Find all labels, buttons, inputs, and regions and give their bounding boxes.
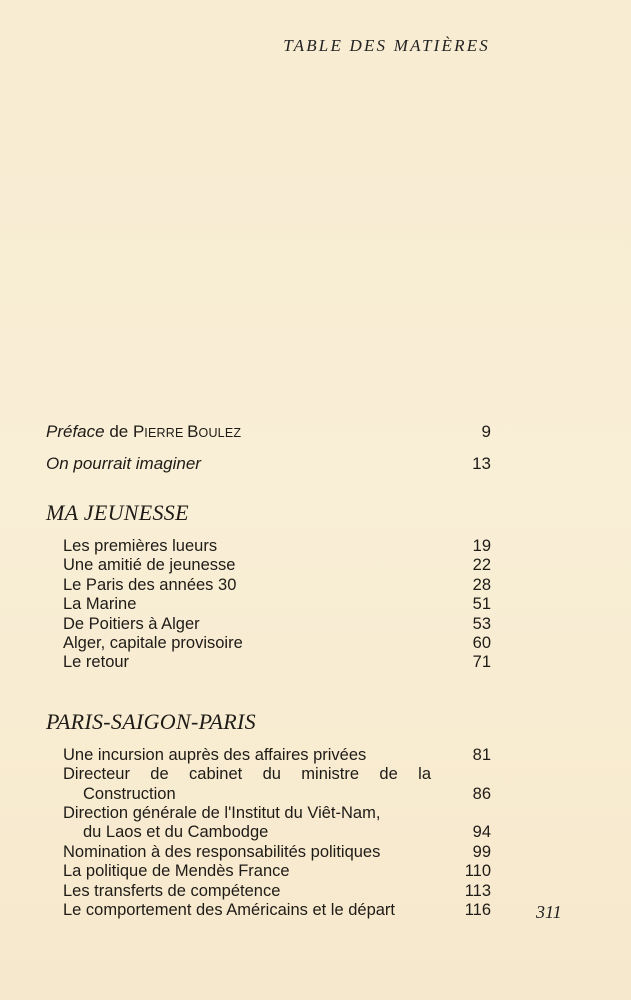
page-number: 110 <box>464 862 491 881</box>
toc-entry-title: On pourrait imaginer <box>46 454 201 473</box>
toc-entry <box>63 882 491 901</box>
author-name-part: OULEZ <box>198 426 242 440</box>
section-entries <box>63 746 491 921</box>
toc-entry <box>63 901 491 920</box>
toc-entry-title: Direction générale de l'Institut du Viêt-Nam, <box>63 804 381 823</box>
page-number: 113 <box>464 881 491 900</box>
toc-entry-title: Une incursion auprès des affaires privées <box>63 745 367 764</box>
author-initial: B <box>187 422 199 441</box>
toc-entry-title: Nomination à des responsabilités politiques <box>63 842 381 861</box>
toc-entry <box>63 843 491 862</box>
page-number: 9 <box>481 422 491 441</box>
toc-entry-preface <box>46 420 491 444</box>
toc-entry <box>63 862 491 881</box>
author-initial: P <box>132 422 145 441</box>
page-number: 28 <box>472 575 491 594</box>
page-number: 22 <box>472 556 491 575</box>
toc-entry <box>63 556 491 575</box>
section-title: PARIS-SAIGON-PARIS <box>46 708 256 734</box>
page-number: 53 <box>472 614 491 633</box>
toc-entry-title-continuation: Construction <box>83 784 176 803</box>
toc-entry-title: Une amitié de jeunesse <box>63 556 236 575</box>
page-number: 99 <box>472 842 491 861</box>
author-name-part: IERRE <box>144 426 188 440</box>
folio-page-number: 311 <box>536 902 562 922</box>
toc-entry-intro <box>46 452 491 476</box>
toc-entry-title: De Poitiers à Alger <box>63 614 200 633</box>
toc-entry <box>63 615 491 634</box>
toc-entry <box>63 576 491 595</box>
toc-entry-title: Préface <box>46 422 105 441</box>
toc-entry-title: Les premières lueurs <box>63 537 218 555</box>
table-of-contents <box>46 420 491 921</box>
toc-entry-title: Directeur de cabinet du ministre de la <box>63 765 431 784</box>
toc-entry <box>63 804 491 843</box>
toc-entry <box>63 765 491 804</box>
section-entries <box>63 537 491 673</box>
toc-entry-title-continuation: du Laos et du Cambodge <box>83 823 269 842</box>
page-number: 94 <box>472 823 491 842</box>
page-number: 19 <box>472 537 491 555</box>
toc-entry-title: Alger, capitale provisoire <box>63 634 243 653</box>
toc-entry-title: Le comportement des Américains et le départ <box>63 901 396 920</box>
toc-entry-title: Le retour <box>63 653 130 672</box>
page-number: 60 <box>472 634 491 653</box>
toc-entry-title: La Marine <box>63 595 137 614</box>
section-title: MA JEUNESSE <box>46 500 189 525</box>
toc-entry <box>63 653 491 672</box>
page-number: 116 <box>464 901 491 920</box>
page-number: 71 <box>472 653 491 672</box>
page-number: 81 <box>472 745 491 764</box>
page-number: 51 <box>472 595 491 614</box>
page-number: 13 <box>472 454 491 473</box>
toc-entry <box>63 634 491 653</box>
toc-entry-connector: de <box>104 422 133 441</box>
toc-entry <box>63 537 491 556</box>
toc-entry <box>63 595 491 614</box>
toc-entry <box>63 746 491 765</box>
toc-entry-title: Le Paris des années 30 <box>63 575 237 594</box>
toc-entry-title: La politique de Mendès France <box>63 862 290 881</box>
page-number: 86 <box>472 784 491 803</box>
running-head: TABLE DES MATIÈRES <box>283 36 490 55</box>
toc-entry-title: Les transferts de compétence <box>63 881 281 900</box>
